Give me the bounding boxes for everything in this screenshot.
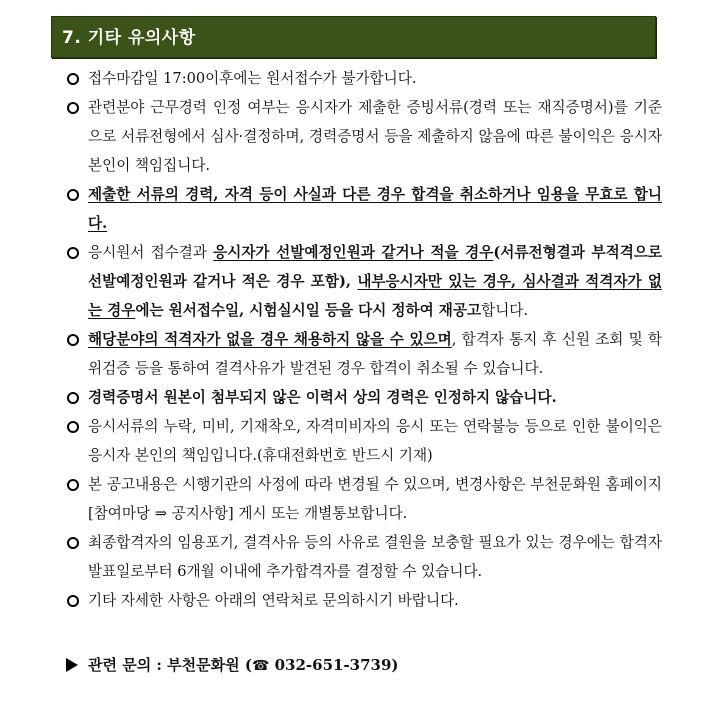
notice-item xyxy=(58,64,662,93)
notice-item xyxy=(58,383,662,412)
circle-bullet-icon xyxy=(67,595,79,607)
notice-item xyxy=(58,528,662,586)
contact-line xyxy=(66,651,399,681)
circle-bullet-icon xyxy=(67,189,79,201)
notice-item xyxy=(58,586,662,615)
notice-item xyxy=(58,93,662,180)
telephone-icon: ☎ xyxy=(251,658,270,674)
notice-text: 관련분야 근무경력 인정 여부는 응시자가 제출한 증빙서류(경력 또는 재직증명서)를 기준으로 서류전형에서 심사·결정하며, 경력증명서 등을 제출하지 않음에 따른 불이익은 응시자 본인이 책임집니다. xyxy=(88,99,662,174)
notice-text: 접수마감일 17:00이후에는 원서접수가 불가합니다. xyxy=(88,70,417,87)
notice-text: 제출한 서류의 경력, 자격 등이 사실과 다른 경우 합격을 취소하거나 임용을 무효로 합니다. xyxy=(88,186,662,232)
notice-text: 응시자가 선발예정인원과 같거나 적을 경우 xyxy=(213,244,494,261)
notice-list xyxy=(58,64,662,615)
notice-text: 해당분야의 적격자가 없을 경우 채용하지 않을 수 있으며 xyxy=(88,331,452,348)
notice-text: 내부응시자만 있는 경우, 심사결과 적격자가 없는 경우 xyxy=(88,273,663,319)
notice-text: 응시서류의 누락, 미비, 기재착오, 자격미비자의 응시 또는 연락불능 등으로 인한 불이익은 응시자 본인의 책임입니다.(휴대전화번호 반드시 기재) xyxy=(88,418,662,464)
circle-bullet-icon xyxy=(67,537,79,549)
circle-bullet-icon xyxy=(67,392,79,404)
notice-item xyxy=(58,412,662,470)
section-header xyxy=(51,16,656,58)
notice-text: 에는 원서접수일, 시험실시일 등을 다시 정하여 재공고 xyxy=(135,302,482,319)
notice-text: 최종합격자의 임용포기, 결격사유 등의 사유로 결원을 보충할 필요가 있는 경우에는 합격자 발표일로부터 6개월 이내에 추가합격자를 결정할 수 있습니다. xyxy=(88,534,662,580)
contact-number: 032-651-3739) xyxy=(269,656,399,674)
notice-item xyxy=(58,325,662,383)
contact-label: 관련 문의 : 부천문화원 ( xyxy=(88,656,252,674)
circle-bullet-icon xyxy=(67,73,79,85)
arrow-right-icon xyxy=(66,658,78,672)
notice-item xyxy=(58,180,662,238)
notice-text: 응시원서 접수결과 xyxy=(88,244,214,261)
circle-bullet-icon xyxy=(67,247,79,259)
notice-item xyxy=(58,238,662,325)
circle-bullet-icon xyxy=(67,102,79,114)
notice-text: 본 공고내용은 시행기관의 사정에 따라 변경될 수 있으며, 변경사항은 부천문화원 홈페이지[참여마당 ⇒ 공지사항] 게시 또는 개별통보합니다. xyxy=(88,476,662,522)
notice-text: (서류전형결과 부적격으로 선발예정인원과 같거나 적은 경우 포함), xyxy=(88,244,662,290)
circle-bullet-icon xyxy=(67,421,79,433)
notice-item xyxy=(58,470,662,528)
section-title: 7. 기타 유의사항 xyxy=(62,28,196,48)
notice-text: , 합격자 통지 후 신원 조회 및 학위검증 등을 통하여 결격사유가 발견된 경우 합격이 취소될 수 있습니다. xyxy=(88,331,662,377)
notice-text: 경력증명서 원본이 첨부되지 않은 이력서 상의 경력은 인정하지 않습니다. xyxy=(88,389,557,406)
notice-text: 기타 자세한 사항은 아래의 연락처로 문의하시기 바랍니다. xyxy=(88,592,459,609)
circle-bullet-icon xyxy=(67,334,79,346)
notice-text: 합니다. xyxy=(481,302,529,319)
circle-bullet-icon xyxy=(67,479,79,491)
